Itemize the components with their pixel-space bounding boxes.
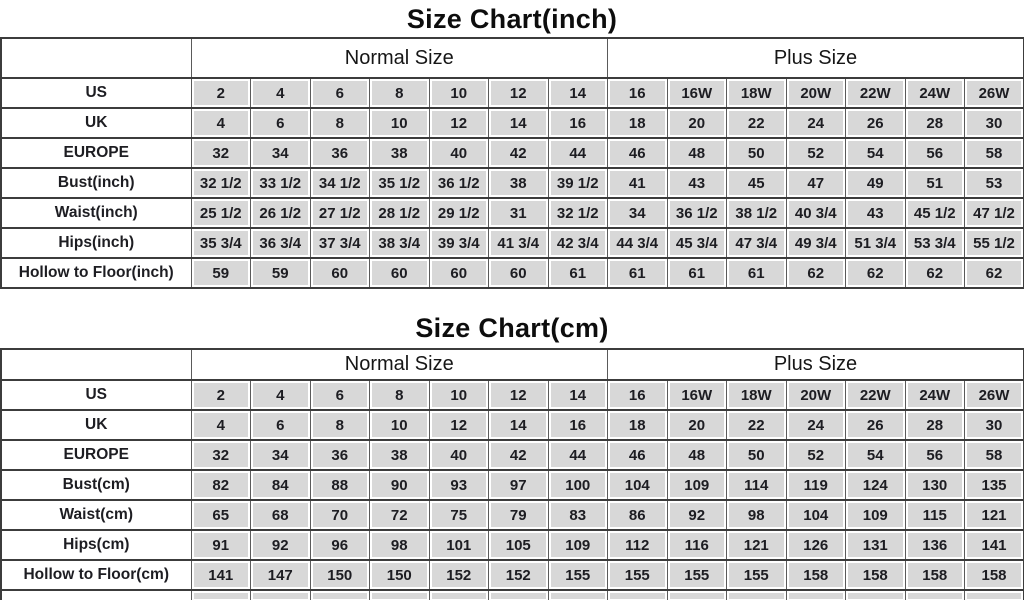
size-value-cell: 8	[310, 108, 370, 138]
size-value-cell: 47 3/4	[727, 228, 787, 258]
size-value-cell: 10	[370, 108, 430, 138]
size-value-cell: 101	[429, 530, 489, 560]
size-value-cell: 62	[905, 258, 965, 288]
size-value-cell: 34	[251, 138, 311, 168]
size-value-cell: 38	[489, 168, 549, 198]
size-value-cell: 109	[846, 500, 906, 530]
size-value-cell: 24W	[905, 380, 965, 410]
size-value-cell: 22	[727, 410, 787, 440]
cut-off-cell	[370, 590, 430, 600]
row-label: US	[1, 78, 191, 108]
cut-off-label-cell	[1, 590, 191, 600]
size-value-cell: 116	[667, 530, 727, 560]
cut-off-cell	[905, 590, 965, 600]
size-value-cell: 20	[667, 108, 727, 138]
size-value-cell: 12	[489, 78, 549, 108]
size-value-cell: 52	[786, 138, 846, 168]
size-value-cell: 114	[727, 470, 787, 500]
size-value-cell: 8	[370, 78, 430, 108]
size-value-cell: 158	[905, 560, 965, 590]
size-value-cell: 28 1/2	[370, 198, 430, 228]
size-value-cell: 48	[667, 440, 727, 470]
size-value-cell: 92	[667, 500, 727, 530]
row-label: Hips(inch)	[1, 228, 191, 258]
group-header-row	[1, 349, 1024, 380]
size-value-cell: 43	[846, 198, 906, 228]
size-value-cell: 61	[608, 258, 668, 288]
size-value-cell: 16W	[667, 380, 727, 410]
table-row	[1, 258, 1024, 288]
cut-off-cell	[310, 590, 370, 600]
size-value-cell: 36 3/4	[251, 228, 311, 258]
size-value-cell: 47	[786, 168, 846, 198]
size-value-cell: 51	[905, 168, 965, 198]
size-value-cell: 44 3/4	[608, 228, 668, 258]
size-value-cell: 155	[548, 560, 608, 590]
corner-cell	[1, 349, 191, 380]
size-value-cell: 54	[846, 138, 906, 168]
size-value-cell: 56	[905, 440, 965, 470]
size-value-cell: 4	[191, 108, 251, 138]
size-value-cell: 119	[786, 470, 846, 500]
size-value-cell: 26	[846, 108, 906, 138]
normal-size-header: Normal Size	[191, 38, 608, 78]
size-value-cell: 18W	[727, 78, 787, 108]
size-value-cell: 32	[191, 138, 251, 168]
size-value-cell: 33 1/2	[251, 168, 311, 198]
size-value-cell: 45 3/4	[667, 228, 727, 258]
size-value-cell: 65	[191, 500, 251, 530]
size-value-cell: 6	[310, 380, 370, 410]
size-value-cell: 98	[727, 500, 787, 530]
size-value-cell: 60	[489, 258, 549, 288]
row-label: EUROPE	[1, 138, 191, 168]
size-value-cell: 131	[846, 530, 906, 560]
size-value-cell: 26	[846, 410, 906, 440]
size-value-cell: 109	[667, 470, 727, 500]
size-value-cell: 4	[191, 410, 251, 440]
table-row	[1, 78, 1024, 108]
size-chart-cm-title: Size Chart(cm)	[415, 313, 609, 343]
size-value-cell: 72	[370, 500, 430, 530]
size-value-cell: 105	[489, 530, 549, 560]
cut-off-cell	[548, 590, 608, 600]
row-label: US	[1, 380, 191, 410]
size-value-cell: 18W	[727, 380, 787, 410]
size-value-cell: 26W	[965, 78, 1024, 108]
table-row	[1, 198, 1024, 228]
table-row	[1, 168, 1024, 198]
size-value-cell: 16W	[667, 78, 727, 108]
cut-off-cell	[608, 590, 668, 600]
size-value-cell: 35 1/2	[370, 168, 430, 198]
size-value-cell: 4	[251, 78, 311, 108]
size-value-cell: 155	[608, 560, 668, 590]
size-value-cell: 40	[429, 138, 489, 168]
size-value-cell: 38 1/2	[727, 198, 787, 228]
size-value-cell: 136	[905, 530, 965, 560]
size-value-cell: 26W	[965, 380, 1024, 410]
size-value-cell: 70	[310, 500, 370, 530]
size-value-cell: 60	[310, 258, 370, 288]
size-value-cell: 25 1/2	[191, 198, 251, 228]
size-value-cell: 31	[489, 198, 549, 228]
size-value-cell: 24	[786, 410, 846, 440]
size-value-cell: 26 1/2	[251, 198, 311, 228]
size-value-cell: 20W	[786, 380, 846, 410]
cut-off-cell	[667, 590, 727, 600]
size-value-cell: 46	[608, 138, 668, 168]
size-value-cell: 155	[727, 560, 787, 590]
size-value-cell: 20W	[786, 78, 846, 108]
size-value-cell: 135	[965, 470, 1024, 500]
size-value-cell: 24	[786, 108, 846, 138]
row-label: Bust(cm)	[1, 470, 191, 500]
row-label: Waist(cm)	[1, 500, 191, 530]
size-value-cell: 4	[251, 380, 311, 410]
cut-off-cell	[251, 590, 311, 600]
size-value-cell: 60	[429, 258, 489, 288]
size-value-cell: 38	[370, 138, 430, 168]
size-value-cell: 68	[251, 500, 311, 530]
size-value-cell: 53	[965, 168, 1024, 198]
size-value-cell: 150	[370, 560, 430, 590]
size-value-cell: 42 3/4	[548, 228, 608, 258]
size-value-cell: 36	[310, 440, 370, 470]
size-value-cell: 155	[667, 560, 727, 590]
size-chart-cm-table	[0, 348, 1024, 600]
cut-off-row	[1, 590, 1024, 600]
size-value-cell: 40	[429, 440, 489, 470]
size-value-cell: 22W	[846, 78, 906, 108]
size-value-cell: 79	[489, 500, 549, 530]
size-value-cell: 40 3/4	[786, 198, 846, 228]
size-value-cell: 32	[191, 440, 251, 470]
size-value-cell: 147	[251, 560, 311, 590]
size-value-cell: 62	[786, 258, 846, 288]
size-value-cell: 36 1/2	[429, 168, 489, 198]
size-value-cell: 14	[548, 380, 608, 410]
size-value-cell: 39 1/2	[548, 168, 608, 198]
size-value-cell: 42	[489, 440, 549, 470]
size-value-cell: 10	[429, 78, 489, 108]
size-value-cell: 8	[370, 380, 430, 410]
table-row	[1, 410, 1024, 440]
size-value-cell: 37 3/4	[310, 228, 370, 258]
size-value-cell: 41 3/4	[489, 228, 549, 258]
table-row	[1, 228, 1024, 258]
size-value-cell: 34	[608, 198, 668, 228]
size-value-cell: 62	[846, 258, 906, 288]
size-value-cell: 10	[370, 410, 430, 440]
size-value-cell: 6	[251, 410, 311, 440]
cut-off-cell	[489, 590, 549, 600]
size-value-cell: 47 1/2	[965, 198, 1024, 228]
size-value-cell: 62	[965, 258, 1024, 288]
size-value-cell: 104	[786, 500, 846, 530]
size-value-cell: 48	[667, 138, 727, 168]
size-value-cell: 115	[905, 500, 965, 530]
corner-cell	[1, 38, 191, 78]
table-row	[1, 530, 1024, 560]
size-value-cell: 30	[965, 410, 1024, 440]
cut-off-cell	[786, 590, 846, 600]
size-value-cell: 141	[191, 560, 251, 590]
size-value-cell: 44	[548, 138, 608, 168]
size-value-cell: 141	[965, 530, 1024, 560]
size-value-cell: 27 1/2	[310, 198, 370, 228]
size-value-cell: 12	[489, 380, 549, 410]
size-value-cell: 6	[251, 108, 311, 138]
size-value-cell: 16	[548, 410, 608, 440]
size-value-cell: 45 1/2	[905, 198, 965, 228]
size-value-cell: 58	[965, 138, 1024, 168]
row-label: Hollow to Floor(cm)	[1, 560, 191, 590]
size-value-cell: 91	[191, 530, 251, 560]
size-value-cell: 36 1/2	[667, 198, 727, 228]
table-row	[1, 108, 1024, 138]
table-row	[1, 380, 1024, 410]
size-value-cell: 58	[965, 440, 1024, 470]
size-value-cell: 22	[727, 108, 787, 138]
size-value-cell: 93	[429, 470, 489, 500]
size-value-cell: 83	[548, 500, 608, 530]
size-value-cell: 12	[429, 410, 489, 440]
cut-off-cell	[191, 590, 251, 600]
size-value-cell: 28	[905, 108, 965, 138]
size-value-cell: 50	[727, 138, 787, 168]
size-chart-page	[0, 1, 1024, 600]
normal-size-header: Normal Size	[191, 349, 608, 380]
size-value-cell: 14	[489, 108, 549, 138]
size-value-cell: 45	[727, 168, 787, 198]
size-value-cell: 97	[489, 470, 549, 500]
size-value-cell: 12	[429, 108, 489, 138]
table-row	[1, 440, 1024, 470]
size-value-cell: 126	[786, 530, 846, 560]
size-value-cell: 61	[727, 258, 787, 288]
table-row	[1, 500, 1024, 530]
size-value-cell: 22W	[846, 380, 906, 410]
size-value-cell: 2	[191, 78, 251, 108]
size-value-cell: 82	[191, 470, 251, 500]
size-value-cell: 86	[608, 500, 668, 530]
group-header-row	[1, 38, 1024, 78]
size-value-cell: 2	[191, 380, 251, 410]
size-value-cell: 38 3/4	[370, 228, 430, 258]
size-value-cell: 39 3/4	[429, 228, 489, 258]
size-value-cell: 61	[667, 258, 727, 288]
size-value-cell: 52	[786, 440, 846, 470]
size-value-cell: 158	[846, 560, 906, 590]
size-value-cell: 35 3/4	[191, 228, 251, 258]
size-value-cell: 28	[905, 410, 965, 440]
size-value-cell: 24W	[905, 78, 965, 108]
size-value-cell: 42	[489, 138, 549, 168]
plus-size-header: Plus Size	[608, 349, 1024, 380]
size-value-cell: 61	[548, 258, 608, 288]
size-value-cell: 29 1/2	[429, 198, 489, 228]
table-row	[1, 138, 1024, 168]
cut-off-cell	[727, 590, 787, 600]
size-value-cell: 158	[965, 560, 1024, 590]
row-label: EUROPE	[1, 440, 191, 470]
table-row	[1, 470, 1024, 500]
table-row	[1, 560, 1024, 590]
size-value-cell: 18	[608, 108, 668, 138]
size-value-cell: 109	[548, 530, 608, 560]
size-value-cell: 104	[608, 470, 668, 500]
size-value-cell: 59	[251, 258, 311, 288]
size-value-cell: 36	[310, 138, 370, 168]
size-value-cell: 96	[310, 530, 370, 560]
size-value-cell: 158	[786, 560, 846, 590]
size-value-cell: 112	[608, 530, 668, 560]
cut-off-cell	[965, 590, 1024, 600]
size-value-cell: 16	[548, 108, 608, 138]
size-value-cell: 14	[489, 410, 549, 440]
size-value-cell: 92	[251, 530, 311, 560]
size-value-cell: 53 3/4	[905, 228, 965, 258]
cut-off-cell	[846, 590, 906, 600]
size-value-cell: 20	[667, 410, 727, 440]
size-value-cell: 44	[548, 440, 608, 470]
size-value-cell: 50	[727, 440, 787, 470]
size-chart-inch-table	[0, 37, 1024, 289]
size-value-cell: 6	[310, 78, 370, 108]
size-value-cell: 121	[727, 530, 787, 560]
size-value-cell: 51 3/4	[846, 228, 906, 258]
size-value-cell: 30	[965, 108, 1024, 138]
row-label: UK	[1, 410, 191, 440]
size-value-cell: 124	[846, 470, 906, 500]
row-label: Hips(cm)	[1, 530, 191, 560]
size-value-cell: 38	[370, 440, 430, 470]
size-value-cell: 16	[608, 380, 668, 410]
size-value-cell: 34	[251, 440, 311, 470]
size-value-cell: 75	[429, 500, 489, 530]
row-label: Bust(inch)	[1, 168, 191, 198]
cut-off-cell	[429, 590, 489, 600]
row-label: Waist(inch)	[1, 198, 191, 228]
size-value-cell: 98	[370, 530, 430, 560]
size-value-cell: 18	[608, 410, 668, 440]
size-value-cell: 150	[310, 560, 370, 590]
size-value-cell: 32 1/2	[548, 198, 608, 228]
plus-size-header: Plus Size	[608, 38, 1024, 78]
size-value-cell: 43	[667, 168, 727, 198]
size-value-cell: 88	[310, 470, 370, 500]
size-value-cell: 84	[251, 470, 311, 500]
size-value-cell: 152	[429, 560, 489, 590]
size-value-cell: 152	[489, 560, 549, 590]
size-value-cell: 121	[965, 500, 1024, 530]
size-value-cell: 56	[905, 138, 965, 168]
size-value-cell: 60	[370, 258, 430, 288]
size-value-cell: 54	[846, 440, 906, 470]
size-value-cell: 49 3/4	[786, 228, 846, 258]
size-chart-inch-title: Size Chart(inch)	[406, 4, 618, 34]
size-value-cell: 55 1/2	[965, 228, 1024, 258]
size-value-cell: 34 1/2	[310, 168, 370, 198]
size-value-cell: 16	[608, 78, 668, 108]
row-label: UK	[1, 108, 191, 138]
size-value-cell: 90	[370, 470, 430, 500]
size-value-cell: 14	[548, 78, 608, 108]
size-value-cell: 49	[846, 168, 906, 198]
size-value-cell: 41	[608, 168, 668, 198]
size-value-cell: 130	[905, 470, 965, 500]
size-value-cell: 32 1/2	[191, 168, 251, 198]
size-value-cell: 59	[191, 258, 251, 288]
size-value-cell: 10	[429, 380, 489, 410]
size-value-cell: 46	[608, 440, 668, 470]
size-value-cell: 8	[310, 410, 370, 440]
size-value-cell: 100	[548, 470, 608, 500]
row-label: Hollow to Floor(inch)	[1, 258, 191, 288]
